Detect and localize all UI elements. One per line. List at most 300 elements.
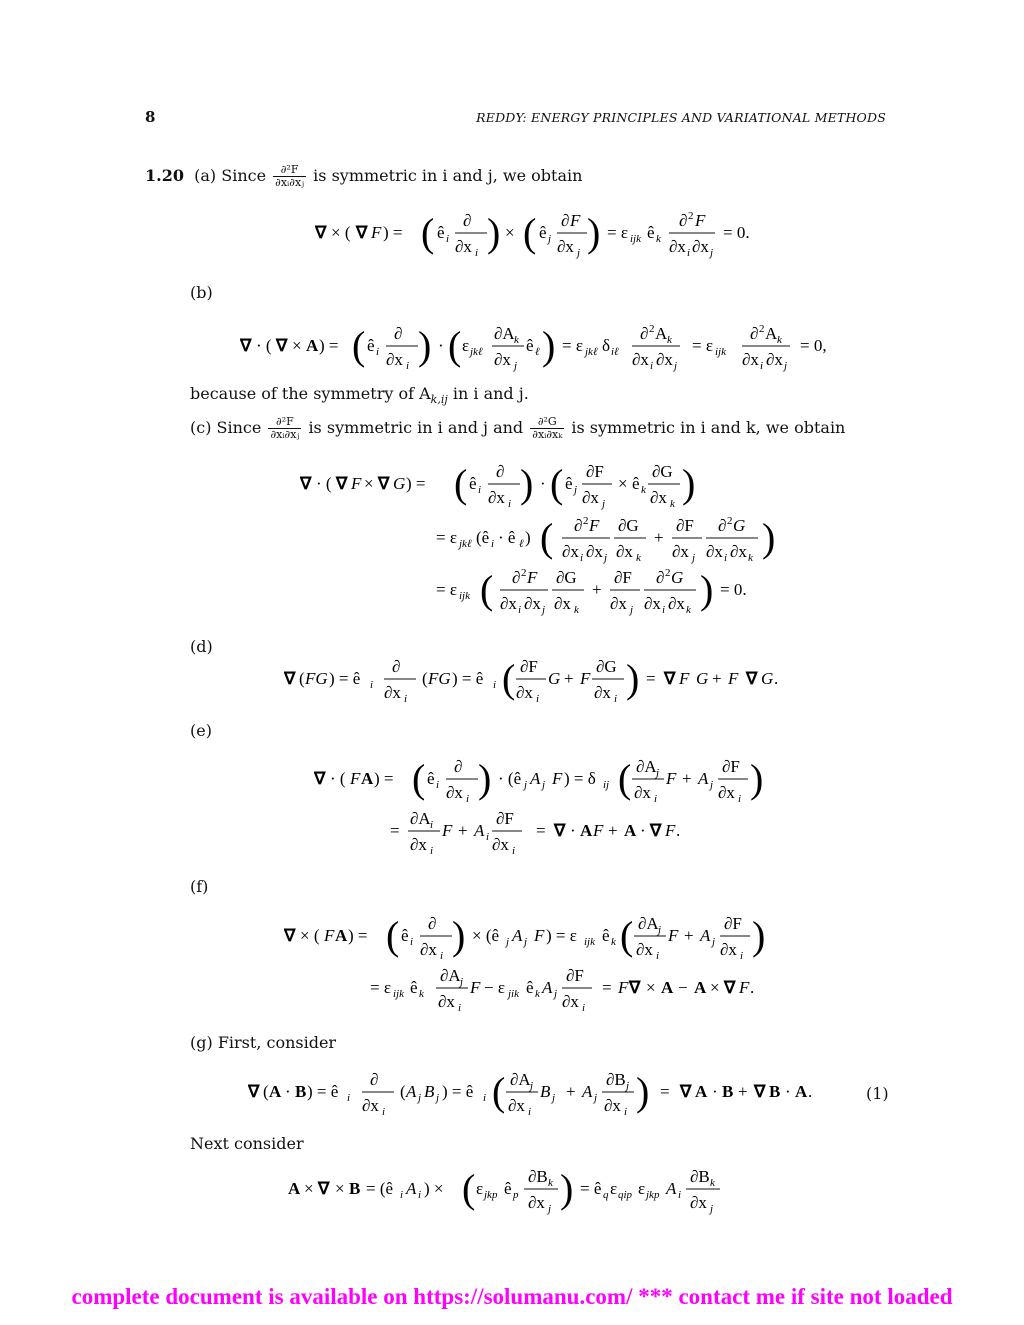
svg-text:∂: ∂	[454, 757, 463, 776]
running-head: REDDY: ENERGY PRINCIPLES AND VARIATIONAL METHODS	[476, 110, 886, 125]
svg-text:k: k	[514, 334, 519, 346]
svg-text:∇: ∇	[629, 978, 641, 997]
svg-text:F: F	[552, 769, 563, 788]
svg-text:= ε: = ε	[436, 580, 457, 599]
svg-text:=: =	[646, 669, 656, 688]
svg-text:ê: ê	[526, 978, 534, 997]
svg-text:k: k	[636, 552, 641, 564]
svg-text:× (: × (	[331, 223, 351, 242]
a-intro-prefix: (a) Since	[194, 166, 267, 185]
svg-text:) ×: ) ×	[424, 1179, 444, 1198]
svg-text:j: j	[460, 976, 464, 988]
svg-text:) =: ) =	[383, 223, 403, 242]
equation-b	[240, 315, 850, 375]
svg-text:∂x: ∂x	[557, 237, 574, 256]
svg-text:∇: ∇	[300, 474, 312, 493]
label-e: (e)	[190, 721, 212, 740]
svg-text:−: −	[678, 978, 688, 997]
svg-text:j: j	[626, 1080, 630, 1092]
equation-c	[300, 455, 790, 625]
svg-text:∂x: ∂x	[516, 683, 533, 702]
svg-text:∂x: ∂x	[438, 992, 455, 1011]
svg-text:i: i	[536, 693, 540, 705]
svg-text:ε: ε	[462, 336, 470, 355]
label-d: (d)	[190, 637, 213, 656]
svg-text:j: j	[418, 1092, 422, 1104]
svg-text:F: F	[593, 821, 604, 840]
svg-text:F: F	[618, 978, 629, 997]
svg-text:∂x: ∂x	[718, 783, 735, 802]
svg-text:j: j	[524, 936, 528, 948]
svg-text:∂x: ∂x	[730, 542, 747, 561]
svg-text:j: j	[542, 779, 546, 791]
svg-text:= 0.: = 0.	[723, 223, 750, 242]
svg-text:): )	[560, 1166, 574, 1211]
svg-text:ijk: ijk	[584, 936, 595, 948]
svg-text:i: i	[678, 1189, 682, 1201]
svg-text:j: j	[658, 924, 662, 936]
svg-text:∂x: ∂x	[494, 350, 511, 369]
svg-text:∂: ∂	[679, 211, 688, 230]
svg-text:i: i	[430, 845, 434, 857]
svg-text:F: F	[668, 926, 679, 945]
svg-text:∂x: ∂x	[500, 594, 517, 613]
svg-text:iℓ: iℓ	[611, 346, 619, 358]
svg-text:i: i	[724, 552, 728, 564]
svg-text:A: A	[695, 1082, 708, 1101]
svg-text:j: j	[784, 360, 788, 372]
svg-text:(: (	[454, 461, 468, 506]
svg-text:∂F: ∂F	[496, 809, 514, 828]
svg-text:j: j	[530, 1080, 534, 1092]
svg-text:∂: ∂	[640, 324, 649, 343]
svg-text:): )	[452, 913, 466, 958]
svg-text:· (: · (	[330, 769, 346, 788]
svg-text:.: .	[808, 1082, 813, 1101]
svg-text:+: +	[592, 580, 602, 599]
svg-text:∂: ∂	[392, 657, 401, 676]
svg-text:): )	[682, 461, 696, 506]
svg-text:×: ×	[710, 978, 720, 997]
svg-text:) =: ) =	[348, 926, 368, 945]
svg-text:A: A	[288, 1179, 301, 1198]
svg-text:F: F	[371, 223, 382, 242]
svg-text:∂x: ∂x	[766, 350, 783, 369]
svg-text:∂x: ∂x	[455, 237, 472, 256]
svg-text:k: k	[611, 936, 616, 948]
svg-text:F: F	[580, 669, 591, 688]
c-intro-suffix: is symmetric in i and k, we obtain	[571, 418, 846, 437]
svg-text:i: i	[656, 950, 660, 962]
svg-text:j: j	[577, 247, 581, 259]
frac-den: ∂xᵢ∂xⱼ	[270, 428, 300, 441]
svg-text:∂A: ∂A	[494, 324, 515, 343]
svg-text:ê: ê	[410, 978, 418, 997]
svg-text:∂G: ∂G	[652, 462, 673, 481]
page-number: 8	[145, 108, 156, 126]
svg-text:A: A	[406, 1179, 417, 1198]
svg-text:j: j	[710, 779, 714, 791]
svg-text:(: (	[492, 1069, 506, 1114]
svg-text:+: +	[682, 769, 692, 788]
svg-text:): )	[587, 210, 601, 255]
svg-text:∂A: ∂A	[410, 809, 431, 828]
svg-text:i: i	[446, 233, 450, 245]
svg-text:ê: ê	[401, 926, 409, 945]
svg-text:·: ·	[438, 336, 444, 355]
svg-text:∂x: ∂x	[508, 1096, 525, 1115]
svg-text:= 0.: = 0.	[720, 580, 747, 599]
svg-text:2: 2	[521, 567, 527, 579]
svg-text:F: F	[570, 211, 581, 230]
svg-text:∇: ∇	[356, 223, 368, 242]
svg-text:= ε: = ε	[562, 336, 583, 355]
a-intro-fraction	[273, 164, 306, 189]
svg-text:+: +	[458, 821, 468, 840]
svg-text:i: i	[406, 360, 410, 372]
svg-text:i: i	[430, 819, 434, 831]
svg-text:∂G: ∂G	[596, 657, 617, 676]
svg-text:2: 2	[727, 515, 733, 527]
svg-text:= ε: = ε	[692, 336, 713, 355]
svg-text:∂x: ∂x	[420, 940, 437, 959]
svg-text:(: (	[448, 323, 462, 368]
svg-text:∂x: ∂x	[384, 683, 401, 702]
svg-text:= 0,: = 0,	[800, 336, 827, 355]
b-because-text	[190, 384, 529, 410]
svg-text:+: +	[654, 528, 664, 547]
svg-text:j: j	[710, 247, 714, 259]
svg-text:ê: ê	[632, 474, 640, 493]
svg-text:j: j	[554, 988, 558, 1000]
svg-text:j: j	[506, 936, 510, 948]
svg-text:A: A	[542, 978, 553, 997]
svg-text:i: i	[491, 538, 495, 550]
svg-text:∇: ∇	[284, 669, 296, 688]
frac-num: ∂²G	[530, 416, 564, 429]
svg-text:∂A: ∂A	[440, 966, 461, 985]
svg-text:∂x: ∂x	[586, 542, 603, 561]
svg-text:∂x: ∂x	[656, 350, 673, 369]
svg-text:i: i	[508, 498, 512, 510]
svg-text:): )	[478, 756, 492, 801]
svg-text:∂F: ∂F	[722, 757, 740, 776]
svg-text:j: j	[674, 360, 678, 372]
svg-text:A: A	[530, 769, 541, 788]
svg-text:): )	[487, 210, 501, 255]
svg-text:A: A	[795, 1082, 808, 1101]
c-intro-mid: is symmetric in i and j and	[308, 418, 524, 437]
svg-text:B: B	[722, 1082, 734, 1101]
svg-text:∇: ∇	[378, 474, 390, 493]
svg-text:k: k	[670, 498, 675, 510]
svg-text:∂x: ∂x	[742, 350, 759, 369]
svg-text:ê: ê	[367, 336, 375, 355]
svg-text:∂B: ∂B	[690, 1167, 710, 1186]
svg-text:i: i	[654, 793, 658, 805]
svg-text:= ε: = ε	[370, 978, 391, 997]
svg-text:qip: qip	[618, 1189, 633, 1201]
svg-text:F: F	[324, 926, 335, 945]
svg-text:B: B	[540, 1082, 551, 1101]
svg-text:∂x: ∂x	[594, 683, 611, 702]
svg-text:∂F: ∂F	[520, 657, 538, 676]
svg-text:∂: ∂	[512, 568, 521, 587]
svg-text:∂: ∂	[463, 211, 472, 230]
svg-text:∇: ∇	[276, 336, 288, 355]
svg-text:∂x: ∂x	[524, 594, 541, 613]
svg-text:∇: ∇	[664, 669, 676, 688]
svg-text:j: j	[604, 552, 608, 564]
svg-text:(: (	[263, 1082, 269, 1101]
svg-text:jkℓ: jkℓ	[459, 538, 472, 550]
svg-text:×: ×	[304, 1179, 314, 1198]
svg-text:·: ·	[785, 1082, 791, 1101]
svg-text:k: k	[748, 552, 753, 564]
equation-d	[284, 650, 804, 710]
svg-text:∂F: ∂F	[724, 914, 742, 933]
svg-text:i: i	[475, 247, 479, 259]
svg-text:∇: ∇	[284, 926, 296, 945]
svg-text:∂B: ∂B	[606, 1070, 626, 1089]
svg-text:(: (	[400, 1082, 406, 1101]
svg-text:i: i	[687, 247, 691, 259]
equation-g2	[288, 1160, 768, 1220]
svg-text:+: +	[564, 669, 574, 688]
svg-text:j: j	[548, 1203, 552, 1215]
svg-text:(: (	[422, 669, 428, 688]
svg-text:i: i	[410, 936, 414, 948]
svg-text:+: +	[738, 1082, 748, 1101]
svg-text:ê: ê	[504, 1179, 512, 1198]
svg-text:F: F	[695, 211, 706, 230]
svg-text:i: i	[466, 793, 470, 805]
svg-text:ê: ê	[526, 336, 534, 355]
svg-text:∇: ∇	[650, 821, 662, 840]
svg-text:j: j	[524, 779, 528, 791]
next-consider: Next consider	[190, 1134, 304, 1153]
svg-text:k: k	[667, 334, 672, 346]
c-fraction-1	[268, 416, 301, 441]
svg-text:): )	[626, 656, 640, 701]
equation-f	[284, 907, 814, 1017]
svg-text:2: 2	[649, 323, 655, 335]
svg-text:i: i	[440, 950, 444, 962]
svg-text:G: G	[548, 669, 561, 688]
svg-text:= ê: = ê	[580, 1179, 602, 1198]
svg-text:∂x: ∂x	[562, 542, 579, 561]
svg-text:=: =	[390, 821, 400, 840]
svg-text:A: A	[661, 978, 674, 997]
svg-text:) = ê: ) = ê	[442, 1082, 474, 1101]
svg-text:j: j	[630, 604, 634, 616]
svg-text:(: (	[523, 210, 537, 255]
frac-den: ∂xᵢ∂xⱼ	[275, 176, 305, 189]
problem-a-intro	[145, 164, 582, 189]
svg-text:F: F	[470, 978, 481, 997]
svg-text:p: p	[513, 1189, 519, 1201]
svg-text:i: i	[483, 1092, 487, 1104]
svg-text:A: A	[624, 821, 637, 840]
svg-text:): )	[762, 515, 776, 560]
svg-text:×: ×	[364, 474, 374, 493]
a-intro-suffix: is symmetric in i and j, we obtain	[313, 166, 583, 185]
svg-text:− ε: − ε	[484, 978, 505, 997]
svg-text:ijk: ijk	[715, 346, 726, 358]
svg-text:∂x: ∂x	[669, 237, 686, 256]
svg-text:∂F: ∂F	[566, 966, 584, 985]
svg-text:=: =	[536, 821, 546, 840]
svg-text:∂: ∂	[496, 462, 505, 481]
svg-text:j: j	[548, 233, 552, 245]
svg-text:A: A	[361, 769, 374, 788]
svg-text:) = ê: ) = ê	[329, 669, 361, 688]
svg-text:A: A	[655, 324, 668, 343]
svg-text:F: F	[350, 769, 361, 788]
svg-text:ê: ê	[427, 769, 435, 788]
svg-text:∂x: ∂x	[604, 1096, 621, 1115]
svg-text:∂x: ∂x	[410, 835, 427, 854]
svg-text:F: F	[679, 669, 690, 688]
svg-text:A: A	[765, 324, 778, 343]
svg-text:A: A	[582, 1082, 593, 1101]
svg-text:∂x: ∂x	[632, 350, 649, 369]
svg-text:×: ×	[292, 336, 302, 355]
svg-text:∂G: ∂G	[618, 516, 639, 535]
svg-text:∂x: ∂x	[554, 594, 571, 613]
svg-text:jkℓ: jkℓ	[585, 346, 598, 358]
svg-text:(: (	[462, 1166, 476, 1211]
svg-text:A: A	[580, 821, 593, 840]
svg-text:∂x: ∂x	[706, 542, 723, 561]
footer-notice[interactable]: complete document is available on https://solumanu.com/ *** contact me if site not loaded	[71, 1284, 953, 1309]
svg-text:k: k	[419, 988, 424, 1000]
svg-text:i: i	[512, 845, 516, 857]
svg-text:∇: ∇	[318, 1179, 330, 1198]
svg-text:δ: δ	[602, 336, 611, 355]
svg-text:): )	[520, 461, 534, 506]
svg-text:·: ·	[640, 821, 646, 840]
svg-text:): )	[636, 1069, 650, 1114]
svg-text:i: i	[662, 604, 666, 616]
svg-text:∂x: ∂x	[582, 488, 599, 507]
svg-text:q: q	[603, 1189, 609, 1201]
svg-text:2: 2	[688, 210, 694, 222]
svg-text:ε: ε	[476, 1179, 484, 1198]
svg-text:): )	[750, 756, 764, 801]
label-b: (b)	[190, 283, 213, 302]
svg-text:i: i	[404, 693, 408, 705]
svg-text:i: i	[458, 1002, 462, 1014]
svg-text:∂x: ∂x	[692, 237, 709, 256]
svg-text:j: j	[574, 484, 578, 496]
svg-text:ê: ê	[565, 474, 573, 493]
svg-text:2: 2	[583, 515, 589, 527]
svg-text:ê: ê	[539, 223, 547, 242]
svg-text:j: j	[692, 552, 696, 564]
svg-text:∂: ∂	[428, 914, 437, 933]
svg-text:ijk: ijk	[459, 590, 470, 602]
svg-text:ijk: ijk	[630, 233, 641, 245]
b-after-sub: k,ij	[430, 393, 448, 407]
svg-text:2: 2	[665, 567, 671, 579]
svg-text:∂x: ∂x	[488, 488, 505, 507]
svg-text:∂x: ∂x	[672, 542, 689, 561]
svg-text:i: i	[528, 1106, 532, 1118]
svg-text:ε: ε	[638, 1179, 646, 1198]
svg-text:∇: ∇	[724, 978, 736, 997]
svg-text:F: F	[666, 769, 677, 788]
equation-a	[315, 202, 775, 262]
svg-text:∇: ∇	[240, 336, 252, 355]
svg-text:B: B	[769, 1082, 781, 1101]
svg-text:k: k	[656, 233, 661, 245]
svg-text:(: (	[421, 210, 435, 255]
svg-text:∇: ∇	[554, 821, 566, 840]
svg-text:ℓ: ℓ	[535, 346, 540, 358]
svg-text:∂: ∂	[394, 324, 403, 343]
svg-text:i: i	[740, 950, 744, 962]
svg-text:∂F: ∂F	[614, 568, 632, 587]
svg-text:jkℓ: jkℓ	[470, 346, 483, 358]
svg-text:(: (	[540, 515, 554, 560]
problem-number: 1.20	[145, 166, 184, 185]
problem-c-intro	[190, 416, 845, 441]
svg-text:(: (	[299, 669, 305, 688]
svg-text:i: i	[486, 831, 490, 843]
svg-text:+: +	[566, 1082, 576, 1101]
svg-text:·: ·	[712, 1082, 718, 1101]
svg-text:× (: × (	[300, 926, 320, 945]
svg-text:ℓ: ℓ	[519, 538, 524, 550]
svg-text:×: ×	[646, 978, 656, 997]
svg-text:∇: ∇	[336, 474, 348, 493]
svg-text:B: B	[349, 1179, 361, 1198]
svg-text:j: j	[542, 604, 546, 616]
svg-text:i: i	[582, 1002, 586, 1014]
b-after-text: because of the symmetry of A	[190, 384, 431, 403]
svg-text:∂x: ∂x	[668, 594, 685, 613]
svg-text:∂A: ∂A	[638, 914, 659, 933]
svg-text:∂x: ∂x	[610, 594, 627, 613]
svg-text:) = δ: ) = δ	[564, 769, 596, 788]
svg-text:∂G: ∂G	[556, 568, 577, 587]
svg-text:k: k	[777, 334, 782, 346]
svg-text:ijk: ijk	[393, 988, 404, 1000]
svg-text:.: .	[774, 669, 779, 688]
svg-text:(: (	[352, 323, 366, 368]
svg-text:A: A	[512, 926, 523, 945]
svg-text:= ε: = ε	[607, 223, 628, 242]
svg-text:∇: ∇	[315, 223, 327, 242]
svg-text:∂B: ∂B	[528, 1167, 548, 1186]
svg-text:j: j	[436, 1092, 440, 1104]
svg-text:∇: ∇	[754, 1082, 766, 1101]
svg-text:.: .	[676, 821, 681, 840]
svg-text:i: i	[370, 679, 374, 691]
svg-text:j: j	[710, 1203, 714, 1215]
svg-text:∂x: ∂x	[636, 940, 653, 959]
svg-text:∂x: ∂x	[644, 594, 661, 613]
svg-text:i: i	[478, 484, 482, 496]
svg-text:) =: ) =	[374, 769, 394, 788]
svg-text:F: F	[442, 821, 453, 840]
svg-text:∇: ∇	[680, 1082, 692, 1101]
svg-text:G: G	[696, 669, 709, 688]
svg-text:.: .	[750, 978, 755, 997]
c-intro-prefix: (c) Since	[190, 418, 262, 437]
svg-text:∇: ∇	[746, 669, 758, 688]
